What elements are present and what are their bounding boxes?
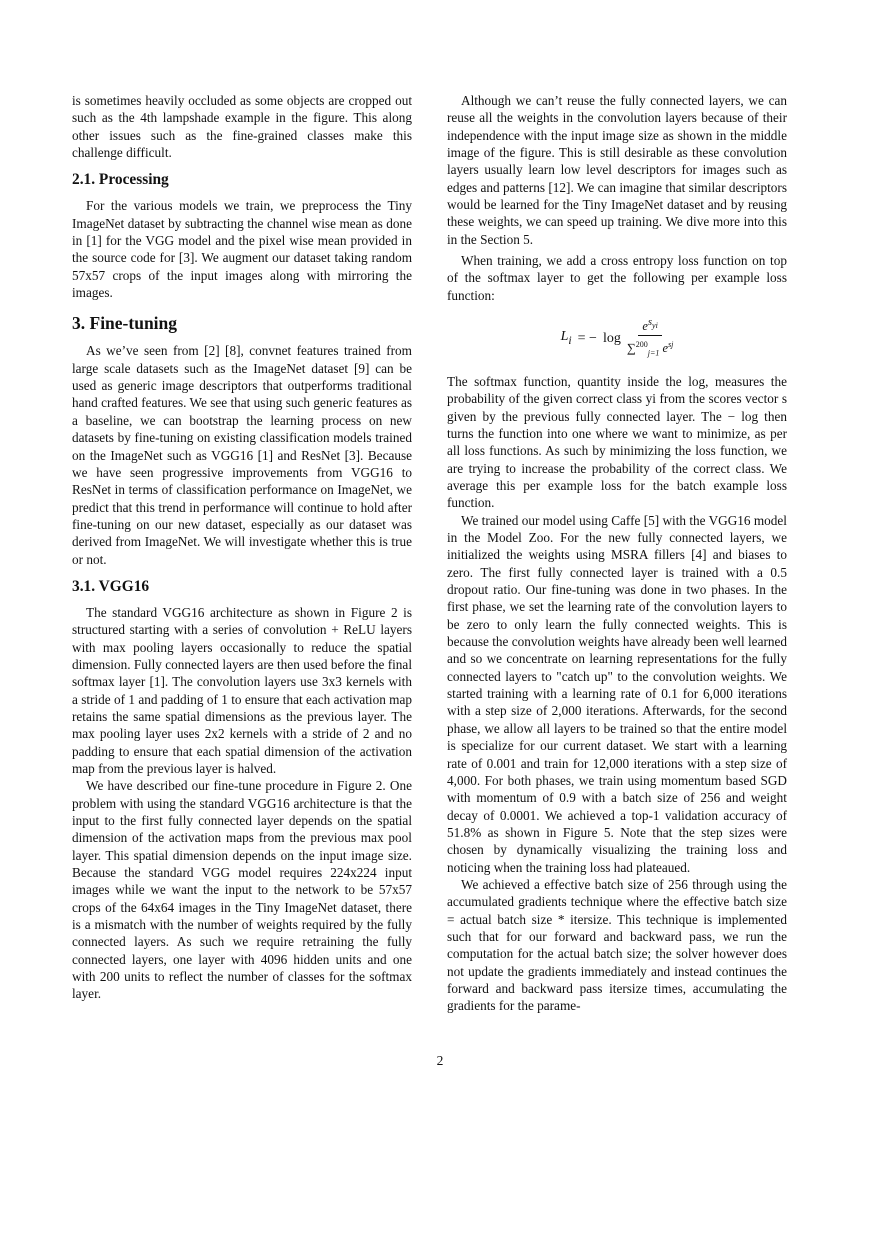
paragraph: When training, we add a cross entropy loss function on top of the softmax layer to get the following per example loss function: — [447, 253, 787, 303]
eq-den-sup: sj — [668, 340, 674, 350]
page-number: 2 — [436, 1053, 444, 1068]
eq-lhs: L — [560, 328, 569, 344]
section-heading: 2.1. Processing — [72, 171, 169, 189]
eq-num-sup-sub: yi — [652, 321, 658, 331]
paragraph: The standard VGG16 architecture as shown in Figure 2 is structured starting with a series of convolution + ReLU layers with max pooling layers occasionally to reduce the spatial dimension. Fully connected layers are then used before the final softmax layer [1]. The convolution layers use 3x3 kernels with a stride of 1 and padding of 1 to ensure that each activation map retains the same spatial dimensions as the previous layer. The max pooling layer uses 2x2 kernels with a stride of 2 and no padding to ensure that each spatial dimension of the activation map from the previous layer is halved. — [72, 604, 412, 776]
paragraph: is sometimes heavily occluded as some objects are cropped out such as the 4th lampshade example in the figure. This along other issues such as the fine-grained classes make this challenge difficult. — [72, 93, 412, 161]
eq-fraction — [627, 314, 674, 363]
eq-sum-sub: j=1 — [647, 348, 660, 358]
eq-sum-sup: 200 — [635, 340, 648, 350]
section-heading: 3.1. VGG16 — [72, 577, 150, 595]
paragraph: We achieved a effective batch size of 256 through using the accumulated gradients technique where the effective batch size = actual batch size * itersize. This technique is implemented such that for our forward and backward pass, we run the computation for the actual batch size; the solver however does not update the gradients immediately and instead continues the forward and backward pass itersize times, accumulating the gradients for the parame- — [447, 876, 787, 1014]
paragraph: As we’ve seen from [2] [8], convnet features trained from large scale datasets such as the ImageNet dataset [9] can be used as generic image descriptors that outperforms traditional hand crafted features. We see that using such generic features as a baseline, we can bootstrap the learning process on new datasets by fine-tuning on existing classification models trained on the ImageNet such as VGG16 [1] and ResNet [3]. Because we have seen progressive improvements from VGG16 to ResNet in terms of classification performance on ImageNet, we predict that this trend in performance will continue to hold after fine-tuning on our new dataset, especially as our dataset was derived from ImageNet. We will investigate whether this is true or not. — [72, 343, 412, 567]
eq-log: log — [602, 330, 621, 346]
eq-den-e: e — [662, 341, 669, 356]
eq-num-sup: s — [647, 317, 653, 329]
paragraph: For the various models we train, we preprocess the Tiny ImageNet dataset by subtracting the channel wise mean as done in [1] for the VGG model and the pixel wise mean provided in the source code for [3]. We augment our dataset taking random 57x57 crops of the input images along with mirroring the images. — [72, 198, 412, 301]
loss-equation — [447, 314, 787, 363]
paragraph: We trained our model using Caffe [5] with the VGG16 model in the Model Zoo. For the new fully connected layers, we initialized the weights using MSRA fillers [4] and biases to zero. The first fully connected layer is trained with a 0.5 dropout ratio. Our fine-tuning was done in two phases. In the first phase, we set the learning rate of the convolution layers to be zero to only learn the fully connected weights. This is because the convolution weights have already been well learned and so we concentrate on learning representations for the fully connected layers to "catch up" to the convolution weights. We started training with a learning rate of 0.1 for 6,000 iterations with a step size of 2,000 iterations. Afterwards, for the second phase, we allow all layers to be trained so that the entire model is specialize for our current dataset. We start with a learning rate of 0.001 and train for 12,000 iterations with a step size of 4,000. For both phases, we train using momentum based SGD with momentum of 0.9 with a batch size of 256 and weight decay of 0.0001. We achieved a top-1 validation accuracy of 51.8% as shown in Figure 5. Note that the step sizes were chosen by dynamically visualizing the training loss and noticing when the training loss had plateaued. — [447, 512, 787, 875]
paragraph: Although we can’t reuse the fully connected layers, we can reuse all the weights in the convolution layers because of their independence with the input image size as shown in the middle image of the figure. This is still desirable as these convolution layers usually learn low level descriptors for images such as edges and patterns [12]. We can imagine that similar descriptors would be learned for the Tiny ImageNet dataset and by reusing these weights, we can speed up training. We dive more into this in the Section 5. — [447, 93, 787, 247]
eq-num: e — [642, 319, 648, 334]
eq-sum: ∑ — [626, 341, 636, 356]
eq-sign: = − — [577, 330, 597, 346]
right-column — [447, 92, 787, 1015]
paragraph: We have described our fine-tune procedure in Figure 2. One problem with using the standard VGG16 architecture is that the input to the first fully connected layer depends on the spatial dimension of the activation maps from the previous max pool layer. This spatial dimension depends on the input image size. Because the standard VGG model requires 224x224 input images while we want the input to the network to be 57x57 crops of the 64x64 images in the Tiny ImageNet dataset, there is a mismatch with the number of weights required by the fully connected layers. As such we require retraining the fully connected layers, one layer with 4096 hidden units and one with 200 units to reflect the number of classes for the softmax layer. — [72, 778, 412, 1002]
eq-lhs-sub: i — [568, 333, 572, 347]
left-column — [72, 92, 412, 1003]
section-heading: 3. Fine-tuning — [72, 313, 178, 334]
paragraph: The softmax function, quantity inside the log, measures the probability of the given correct class yi from the scores vector s given by the previous fully connected layer. The − log then turns the function into one where we want to minimize, as per all loss functions. As such by minimizing the loss function, we are trying to increase the probability of the correct class. We average this per example loss for the batch example loss function. — [447, 373, 787, 511]
